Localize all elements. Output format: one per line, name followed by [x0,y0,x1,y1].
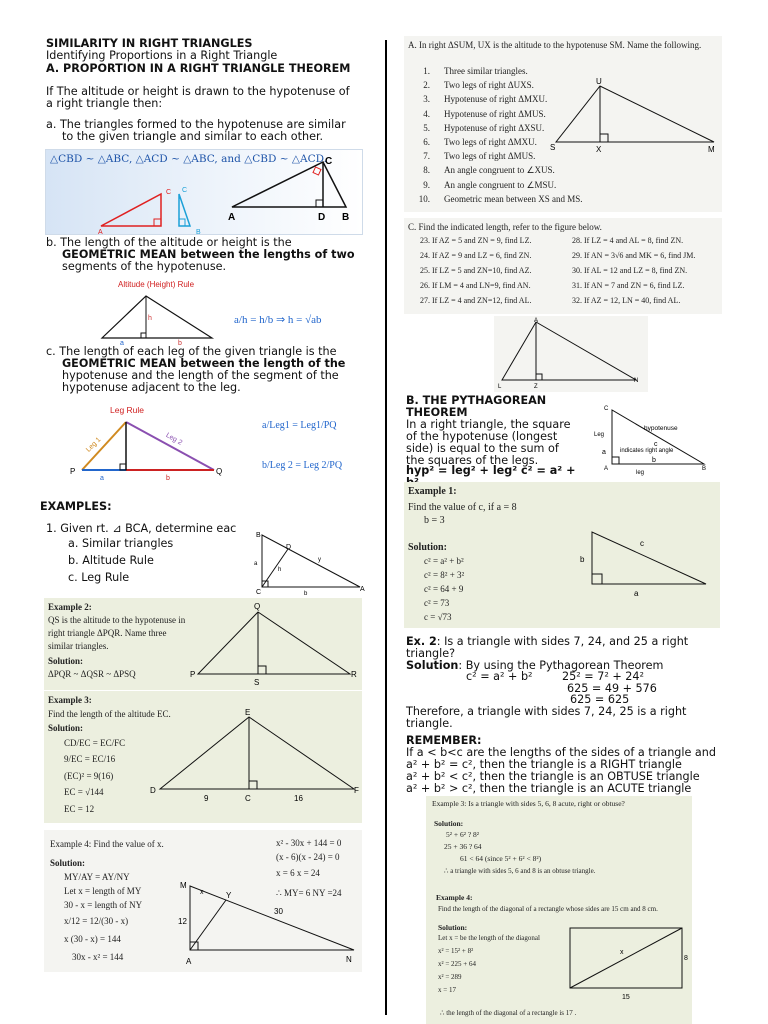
pyth-example-3-4-card [426,796,692,1024]
svg-text:X: X [596,145,602,154]
pyth-ex2-line-1: Ex. 2: Is a triangle with sides 7, 24, and 25 a right [406,635,689,648]
pyth-ex2-line-2: triangle? [406,647,456,660]
pyth-example-4-step-2: x² = 15² + 8² [438,947,474,955]
example-3-step-4: EC = √144 [64,787,104,797]
exercise-a-item-text: Hypotenuse of right ΔXSU. [444,122,545,133]
exercise-c-row [420,280,720,295]
example-2-solution-label: Solution: [48,656,84,666]
page-title: SIMILARITY IN RIGHT TRIANGLES [46,37,253,50]
example-3-card [44,691,362,823]
example-3-question: Find the length of the altitude EC. [48,709,171,719]
svg-text:A: A [228,212,236,223]
example-4-title: Example 4: Find the value of x. [50,839,164,849]
svg-text:A: A [98,229,103,236]
svg-text:a: a [100,475,104,482]
svg-text:Leg 1: Leg 1 [85,436,103,454]
pyth-text-2: of the hypotenuse (longest [406,430,558,443]
exercise-c-cell: 24. If AZ = 9 and LZ = 6, find ZN. [420,251,532,260]
section-a-heading: A. PROPORTION IN A RIGHT TRIANGLE THEOREM [46,62,351,75]
intro-line-2: a right triangle then: [46,97,163,110]
exercise-a-item-number: 5. [423,122,430,133]
label-e: E [245,708,251,717]
label-d: D [150,786,156,795]
svg-text:b: b [166,475,170,482]
pyth-ex2-step-3: 625 = 49 + 576 [567,682,657,695]
exercise-a-item-number: 10. [418,193,430,204]
exercise-a-item-number: 4. [423,108,430,119]
example-1-diagram [248,527,368,597]
pyth-example-1-step-1: c² = a² + b² [424,556,464,566]
fig-leg-bottom: leg [636,470,645,476]
example-4-step-6: 30x - x² = 144 [72,952,124,962]
intro-line-1: If The altitude or height is drawn to the hypotenuse of [46,85,350,98]
pyth-example-1-question: Find the value of c, if a = 8 [408,502,517,513]
pyth-example-4-step-3: x² = 225 + 64 [438,960,476,968]
svg-text:C: C [325,156,333,167]
exercise-a-item-text: Two legs of right ΔUXS. [444,80,534,91]
pyth-text-1: In a right triangle, the square [406,418,571,431]
pyth-example-1-card [404,482,720,628]
svg-text:S: S [254,678,260,687]
exercise-c-cell: 28. If LZ = 4 and AL = 8, find ZN. [572,236,684,245]
label-f: F [354,786,359,795]
point-b-line-2: GEOMETRIC MEAN between the lengths of two [62,248,355,261]
exercise-c-cell: 31. If AN = 7 and ZN = 6, find LZ. [572,281,685,290]
svg-text:30: 30 [274,907,283,916]
pyth-ex2-conclusion-2: triangle. [406,717,453,730]
pyth-example-3-solution-label: Solution: [434,819,464,828]
pyth-example-4-title: Example 4: [436,893,473,902]
example-3-step-5: EC = 12 [64,804,95,814]
altitude-rule-title: Altitude (Height) Rule [118,280,195,289]
label-c: C [245,794,251,803]
pyth-ex2-step-4: 625 = 625 [570,693,630,706]
example-3-title: Example 3: [48,695,92,705]
svg-text:x: x [200,889,204,896]
svg-text:S: S [550,143,556,152]
point-a-line-2: to the given triangle and similar to each other. [62,130,324,143]
pyth-example-1-step-5: c = √73 [424,612,452,622]
example-2-card [44,598,362,690]
leg-rule-diagram [68,414,228,484]
svg-text:Leg 2: Leg 2 [164,431,184,447]
example-2-line-2: right triangle ΔPQR. Name three [48,628,167,638]
svg-text:h: h [148,315,152,322]
example-4-card [44,830,362,972]
exercise-c-cell: 23. If AZ = 5 and ZN = 9, find LZ. [420,236,532,245]
exercise-a-item-text: Hypotenuse of right ΔMXU. [444,94,548,105]
exercise-c-cell: 27. If LZ = 4 and ZN=12, find AL. [420,296,532,305]
exercise-a-item-text: Three similar triangles. [444,66,528,76]
pyth-example-4-step-4: x² = 289 [438,973,462,981]
point-b-line-3: segments of the hypotenuse. [62,260,227,273]
fig-c: c [654,441,658,448]
svg-text:D: D [318,212,326,223]
svg-text:x: x [620,949,624,956]
exercise-a-item-number: 1. [423,66,430,76]
pyth-example-4-solution-label: Solution: [438,923,468,932]
fig-a: a [602,449,606,456]
pyth-text-4: the squares of the legs. [406,454,539,467]
svg-text:a: a [120,340,124,347]
exercise-c-cell: 30. If AL = 12 and LZ = 8, find ZN. [572,266,688,275]
pyth-example-4-question: Find the length of the diagonal of a rectangle whose sides are 15 cm and 8 cm. [438,905,658,913]
remember-line-1: If a < b<c are the lengths of the sides of a triangle and [406,746,716,759]
pyth-ex2-line-1-text: : Is a triangle with sides 7, 24, and 25 a right [436,635,689,648]
svg-text:Q: Q [254,602,261,611]
page-subtitle: Identifying Proportions in a Right Triangle [46,49,278,62]
exercise-a-item-number: 6. [423,136,430,147]
example-3-step-2: 9/EC = EC/16 [64,754,116,764]
svg-text:C: C [182,187,188,194]
remember-line-4: a² + b² > c², then the triangle is an ACUTE triangle [406,782,692,795]
example-1-item-b: b. Altitude Rule [68,554,154,567]
rectangle-diagonal-diagram [564,924,690,1002]
section-b-heading-1: B. THE PYTHAGOREAN [406,394,547,407]
svg-text:Z: Z [534,384,538,390]
exercise-a-item-number: 9. [423,179,430,190]
remember-line-2: a² + b² = c², then the triangle is a RIGHT triangle [406,758,682,771]
example-4-step-4: x/12 = 12/(30 - x) [64,916,129,926]
exercise-a-item-text: Two legs of right ΔMXU. [444,136,537,147]
example-2-line-3: similar triangles. [48,641,109,651]
example-4-step-3: 30 - x = length of NY [64,900,143,910]
point-c-line-3: hypotenuse and the length of the segment of the [62,369,339,382]
pyth-example-4-conclusion: ∴ the length of the diagonal of a rectangle is 17 . [440,1009,577,1017]
svg-text:A: A [360,586,365,593]
pyth-example-1-solution-label: Solution: [408,542,447,553]
exercise-c-card [404,218,722,314]
svg-text:C: C [166,189,172,196]
svg-text:A: A [534,318,539,324]
leg-formula-1: a/Leg1 = Leg1/PQ [262,420,337,431]
svg-text:h: h [278,567,282,573]
exercise-a-item-text: An angle congruent to ∠MSU. [444,179,557,190]
svg-text:M: M [708,145,715,154]
point-c-line-1: c. The length of each leg of the given triangle is the [46,345,337,358]
column-divider [385,40,387,1015]
svg-text:12: 12 [178,917,187,926]
example-1-item-a: a. Similar triangles [68,537,174,550]
svg-text:P: P [70,467,76,476]
fig-hypotenuse: hypotenuse [644,425,678,432]
pyth-ex2-solution-text: : By using the Pythagorean Theorem [458,659,664,672]
label-16: 16 [294,794,303,803]
example-4-right-step-1: x² - 30x + 144 = 0 [276,838,342,848]
altitude-rule-diagram [98,290,218,346]
similar-triangles-diagram [46,150,364,236]
altitude-formula: a/h = h/b ⇒ h = √ab [234,314,322,326]
svg-text:B: B [196,229,201,236]
example-4-step-2: Let x = length of MY [64,886,142,896]
pyth-example-1-diagram [574,508,714,598]
exercise-a-item-text: An angle congruent to ∠XUS. [444,165,555,176]
svg-text:N: N [346,955,352,964]
example-2-diagram [190,600,358,688]
svg-text:N: N [634,378,639,384]
svg-text:c: c [640,539,644,548]
example-3-diagram [144,707,360,817]
example-4-solution-label: Solution: [50,858,86,868]
pyth-example-3-step-3: 61 < 64 (since 5² + 6² < 8²) [460,854,542,863]
pyth-example-1-step-2: c² = 8² + 3² [424,570,465,580]
fig-vertex-a: A [604,466,609,472]
fig-vertex-c: C [604,406,609,412]
fig-b: b [652,457,656,464]
example-2-title: Example 2: [48,602,92,612]
leg-formula-2: b/Leg 2 = Leg 2/PQ [262,460,343,471]
svg-text:b: b [580,555,585,564]
exercise-a-heading: A. In right ΔSUM, UX is the altitude to the hypotenuse SM. Name the following. [408,40,702,50]
example-4-right-step-2: (x - 6)(x - 24) = 0 [276,852,340,862]
pythagorean-figure [592,402,710,474]
svg-text:C: C [256,589,262,596]
exercise-a-item-number: 8. [423,165,430,176]
label-9: 9 [204,794,209,803]
pyth-example-3-step-4: ∴ a triangle with sides 5, 6 and 8 is an obtuse triangle. [444,867,596,875]
remember-title: REMEMBER: [406,734,482,747]
example-3-step-1: CD/EC = EC/FC [64,738,126,748]
pyth-example-1-step-3: c² = 64 + 9 [424,584,464,594]
svg-text:R: R [351,670,357,679]
svg-text:a: a [634,589,639,598]
remember-line-3: a² + b² < c², then the triangle is an OBTUSE triangle [406,770,700,783]
svg-text:B: B [256,532,261,539]
exercise-c-cell: 29. If AN = 3√6 and MK = 6, find JM. [572,251,696,260]
pyth-example-1-title: Example 1: [408,486,457,497]
svg-text:Y: Y [226,891,232,900]
exercise-c-cell: 25. If LZ = 5 and ZN=10, find AZ. [420,266,532,275]
pyth-ex2-step-1: c² = a² + b² [466,670,533,683]
point-c-line-2: GEOMETRIC MEAN between the length of the [62,357,346,370]
similarity-statement: △CBD ~ △ABC, △ACD ~ △ABC, and △CBD ~ △ACD. [50,153,327,165]
similarity-figure [45,149,363,235]
pyth-example-1-step-4: c² = 73 [424,598,450,608]
example-3-solution-label: Solution: [48,723,84,733]
example-4-right-step-4: ∴ MY= 6 NY =24 [276,888,342,898]
exercise-a-card [404,36,722,212]
svg-text:P: P [190,670,196,679]
pyth-example-1-given: b = 3 [424,515,445,526]
exercise-c-cell: 32. If AZ = 12, LN = 40, find AL. [572,296,681,305]
exercise-c-heading: C. Find the indicated length, refer to the figure below. [408,222,602,232]
exercise-c-table [420,235,720,310]
pyth-text-3: side) is equal to the sum of [406,442,559,455]
example-2-answer: ΔPQR ~ ΔQSR ~ ΔPSQ [48,669,136,679]
example-3-step-3: (EC)² = 9(16) [64,771,114,781]
pyth-example-3-title: Example 3: Is a triangle with sides 5, 6, 8 acute, right or obtuse? [432,799,625,808]
exercise-c-row [420,250,720,265]
svg-text:D: D [286,544,292,551]
example-4-step-5: x (30 - x) = 144 [64,934,121,944]
example-4-diagram [178,878,362,968]
pyth-example-3-step-1: 5² + 6² ? 8² [446,830,480,839]
leg-rule-title: Leg Rule [110,405,145,415]
pyth-example-3-step-2: 25 + 36 ? 64 [444,842,482,851]
svg-text:a: a [254,561,258,567]
pyth-ex2-conclusion-1: Therefore, a triangle with sides 7, 24, 25 is a right [406,705,687,718]
examples-heading: EXAMPLES: [40,500,112,513]
svg-text:A: A [186,957,192,966]
exercise-c-diagram [494,316,648,392]
exercise-a-item [408,180,588,194]
exercise-a-item-text: Two legs of right ΔMUS. [444,151,536,162]
pyth-formula: hyp² = leg² + leg² c² = a² + [406,464,576,477]
pyth-ex2-solution-label: Solution [406,659,459,672]
example-1-item-c: c. Leg Rule [68,571,130,584]
svg-text:8: 8 [684,955,688,962]
pyth-example-4-step-5: x = 17 [438,986,456,994]
section-b-heading-2: THEOREM [406,406,468,419]
pyth-ex2-step-2: 25² = 7² + 24² [562,670,645,683]
point-a-line-1: a. The triangles formed to the hypotenuse are similar [46,118,346,131]
svg-text:B: B [342,212,350,223]
exercise-a-item [408,194,588,208]
pyth-example-4-step-1: Let x = be the length of the diagonal [438,934,540,942]
exercise-c-row [420,265,720,280]
exercise-a-item [408,165,588,179]
svg-text:L: L [498,384,502,390]
exercise-a-item-number: 7. [423,151,430,162]
svg-text:M: M [180,881,187,890]
svg-text:U: U [596,77,602,86]
svg-text:b: b [178,340,182,347]
fig-leg-left: Leg [594,432,605,438]
exercise-c-row [420,235,720,250]
example-4-right-step-3: x = 6 x = 24 [276,868,320,878]
exercise-c-cell: 26. If LM = 4 and LN=9, find AN. [420,281,531,290]
example-1-prompt: 1. Given rt. ⊿ BCA, determine eac [46,522,237,535]
example-4-step-1: MY/AY = AY/NY [64,872,130,882]
svg-text:Q: Q [216,467,223,476]
fig-indicates: indicates right angle [620,448,674,454]
exercise-a-item-number: 3. [423,94,430,105]
exercise-a-item-text: Geometric mean between XS and MS. [444,193,583,204]
point-b-line-1: b. The length of the altitude or height is the [46,236,292,249]
point-c-line-4: hypotenuse adjacent to the leg. [62,381,241,394]
exercise-c-row [420,295,720,310]
exercise-a-item-number: 2. [423,80,430,91]
fig-vertex-b: B [702,466,707,472]
example-2-line-1: QS is the altitude to the hypotenuse in [48,615,186,625]
exercise-a-diagram [546,76,722,156]
svg-text:b: b [304,591,308,597]
exercise-a-item-text: Hypotenuse of right ΔMUS. [444,108,546,119]
svg-text:y: y [318,557,321,563]
svg-text:15: 15 [622,994,630,1001]
